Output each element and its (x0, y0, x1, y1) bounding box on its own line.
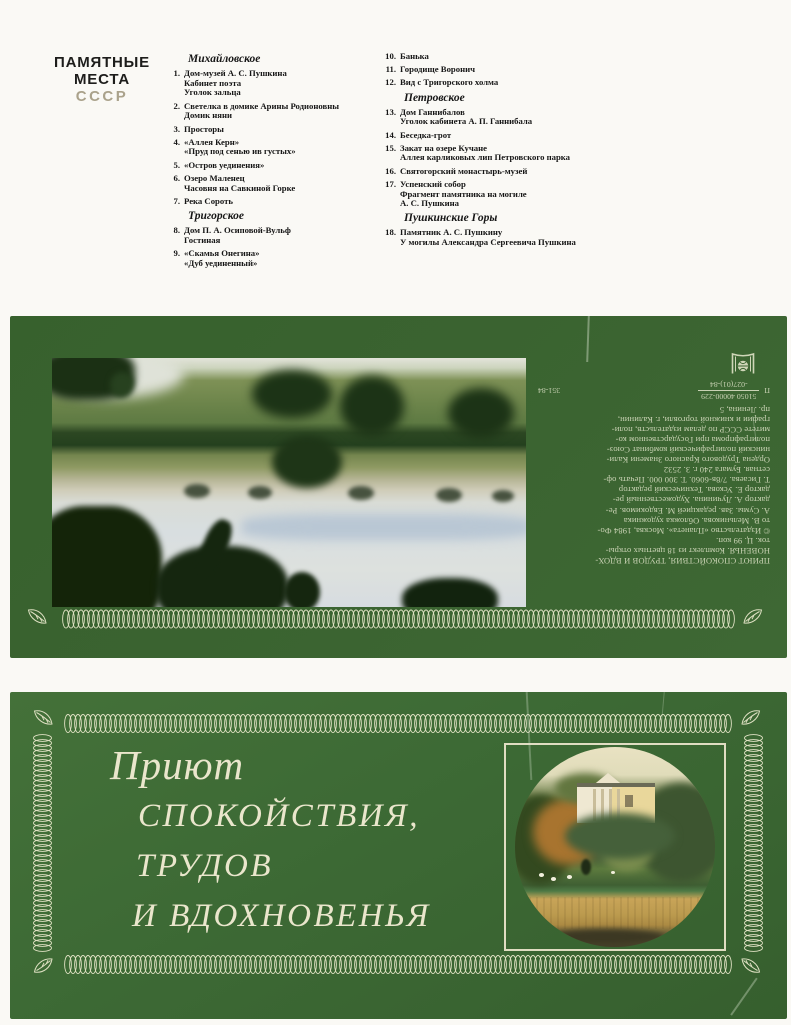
index-item (166, 249, 418, 268)
photo-bush (110, 372, 134, 398)
index-item (376, 65, 676, 75)
catalog-prefix: П (764, 386, 770, 396)
grass-texture (515, 897, 715, 929)
index-item-lines: Озеро Маленец Часовня на Савкиной Горке (184, 172, 296, 193)
vignette-photo (515, 747, 715, 947)
cover-title-line: СПОКОЙСТВИЯ, (138, 798, 420, 834)
index-item-number: 6. (173, 172, 180, 183)
vignette-shrubs (565, 813, 675, 859)
index-item-number: 14. (385, 129, 396, 140)
index-section-header: Пушкинские Горы (404, 212, 498, 225)
cover-title (98, 742, 431, 938)
planeta-publisher-logo-icon (730, 351, 756, 377)
cover-title-line: И ВДОХНОВЕНЬЯ (132, 898, 431, 934)
photo-water-strip (242, 514, 526, 540)
index-item (376, 167, 676, 177)
water-reflection (545, 929, 665, 945)
index-item-number: 9. (173, 247, 180, 258)
index-item (376, 108, 676, 127)
index-item-lines: Дом Ганнибалов Уголок кабинета А. П. Ганнибала (400, 106, 533, 127)
masthead-line2: МЕСТА (73, 71, 130, 88)
index-item-number: 5. (173, 159, 180, 170)
geese-dots (539, 873, 544, 877)
geese-dots (567, 875, 572, 879)
masthead-ussr: СССР (75, 88, 129, 105)
photo-reflection-bush (348, 486, 374, 500)
chain-ornament (64, 954, 736, 975)
photo-bush (272, 436, 342, 488)
chain-ornament (32, 734, 53, 952)
landscape-photo-upside-down (52, 358, 526, 607)
index-item-number: 11. (385, 64, 396, 75)
index-item-number: 3. (173, 123, 180, 134)
index-item-lines: Успенский собор Фрагмент памятника на могиле А. С. Пушкина (400, 178, 527, 209)
leaf-ornament-icon (26, 606, 48, 628)
catalog-code: 351-84 (538, 386, 561, 396)
chain-ornament (62, 608, 738, 630)
catalog-fraction: 51050 40000-229 -027(01)-84 (698, 381, 759, 402)
scan-crease (730, 978, 757, 1016)
leaf-ornament-icon (32, 954, 54, 976)
index-item (376, 131, 676, 141)
photo-reflection-bush (248, 486, 272, 499)
imprint-block (536, 364, 770, 566)
index-section-header: Михайловское (188, 53, 261, 65)
leaf-ornament-icon (740, 707, 762, 729)
index-item-lines: Памятник А. С. Пушкину У могилы Александра Сергеевича Пушкина (400, 227, 576, 248)
index-item-lines: Городище Воронич (400, 64, 476, 75)
index-item-lines: Вид с Тригорского холма (400, 77, 499, 88)
index-section-header: Тригорское (188, 209, 244, 222)
geese-dots (551, 877, 556, 881)
cover-title-line: ТРУДОВ (136, 848, 274, 884)
index-item-lines: Река Сороть (184, 195, 233, 206)
masthead (42, 54, 162, 106)
photo-reflection-bush (436, 488, 462, 502)
photo-tree-silhouette (52, 506, 162, 607)
chain-ornament (64, 713, 736, 734)
index-item-number: 7. (173, 195, 180, 206)
index-item-number: 8. (173, 224, 180, 235)
geese-dots (611, 871, 615, 874)
index-item (376, 180, 676, 209)
index-item-lines: Святогорский монастырь-музей (400, 165, 528, 176)
house-roof (577, 783, 655, 787)
leaf-ornament-icon (32, 707, 54, 729)
front-cover-panel (10, 692, 787, 1019)
photo-reflection-bush (184, 484, 210, 498)
photo-bush (340, 376, 404, 436)
imprint-text: ПРИЮТ СПОКОЙСТВИЯ, ТРУДОВ И ВДОХ- НОВЕНЬЯ. Комплект из 18 цветных откры- ток. Ц. 99 коп. © Издательство «Планета». Москва, 1984 Фо- то В. Мельникова. Обложка художника А. Сумы. Зав. редакцией М. Евдокимов. Ре- дактор А. Лучинина. Художественный ре- дактор Е. Ускова. Технический редактор Т. Гисаева. 7/8в-6060. Т. 300 000. Печать оф- сетная. Бумага 240 г. З. 2532 Ордена Трудового Красного Знамени Кали- нинский полиграфический комбинат Союз- полиграфпрома при Государственном ко- митете СССР по делам издательств, поли- графии и книжной торговли, г. Калинин, пр. Ленина, 5 (595, 404, 770, 566)
index-item-number: 10. (385, 51, 396, 61)
index-item-number: 4. (173, 136, 180, 147)
index-item-number: 17. (385, 178, 396, 189)
index-item-lines: Закат на озере Кучане Аллея карликовых лип Петровского парка (400, 142, 571, 163)
cover-title-line: Приют (110, 742, 245, 788)
photo-bush (448, 388, 514, 438)
index-item (376, 228, 676, 247)
chain-ornament (743, 734, 764, 952)
photo-bush (252, 370, 332, 418)
index-item-number: 15. (385, 142, 396, 153)
index-item-number: 13. (385, 106, 396, 117)
index-item-number: 18. (385, 227, 396, 238)
house-window (625, 795, 633, 807)
index-item-lines: Просторы (184, 123, 224, 134)
index-item-number: 1. (173, 68, 180, 78)
catalog-number (536, 381, 770, 402)
index-item-lines: Банька (400, 51, 429, 61)
photo-tree-silhouette (402, 578, 498, 607)
index-item (376, 144, 676, 163)
vignette-figure (581, 859, 591, 875)
index-item-lines: Дом-музей А. С. Пушкина Кабинет поэта Уголок зальца (184, 68, 287, 98)
index-item (376, 78, 676, 88)
index-item-number: 2. (173, 100, 180, 111)
leaf-ornament-icon (742, 606, 764, 628)
index-item-lines: Дом П. А. Осиповой-Вульф Гостиная (184, 224, 291, 245)
vignette-frame (504, 743, 726, 951)
index-item (376, 52, 676, 62)
index-item-lines: «Скамья Онегина» «Дуб уединенный» (184, 247, 260, 268)
photo-tree-silhouette (284, 572, 320, 607)
index-item-lines: «Аллея Керн» «Пруд под сенью ив густых» (184, 136, 296, 157)
back-cover-panel (10, 316, 787, 658)
index-item-number: 12. (385, 77, 396, 88)
index-item-lines: Беседка-грот (400, 129, 452, 140)
photo-reflection-bush (492, 490, 514, 502)
index-item-number: 16. (385, 165, 396, 176)
index-section-header: Петровское (404, 91, 465, 104)
leaf-ornament-icon (740, 954, 762, 976)
index-item-lines: Светелка в домике Арины Родионовны Домик няни (184, 100, 339, 121)
index-column-right (376, 52, 676, 251)
index-item-lines: «Остров уединения» (184, 159, 265, 170)
masthead-line1: ПАМЯТНЫЕ (54, 54, 150, 71)
